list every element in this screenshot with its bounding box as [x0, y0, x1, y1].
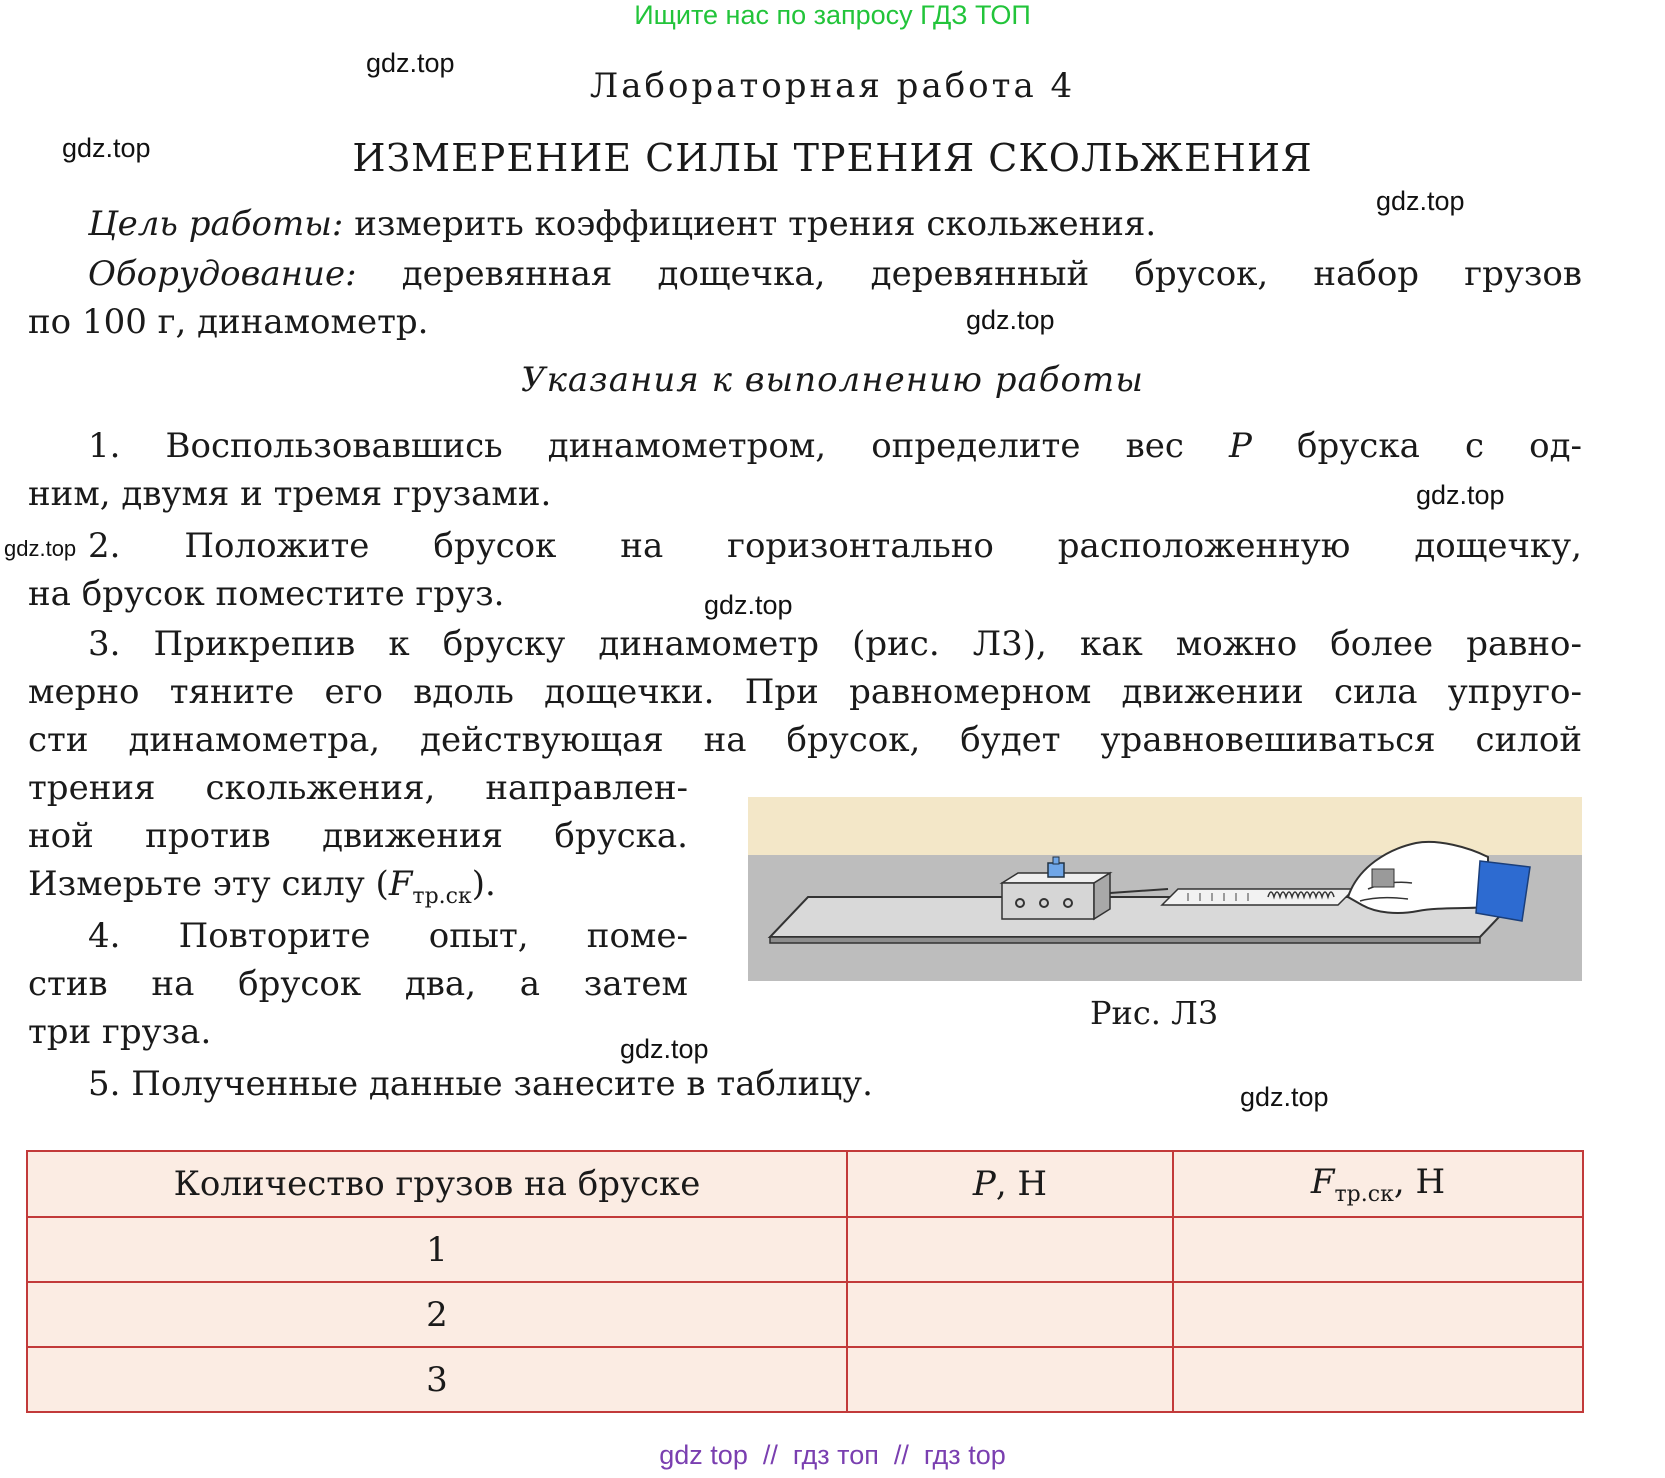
cell-count: 2	[27, 1282, 847, 1347]
step-2-line-1: 2. Положите брусок на горизонтально расположенную дощечку,	[88, 526, 1582, 566]
equipment-text-1: деревянная дощечка, деревянный брусок, набор грузов	[401, 254, 1582, 294]
step-3-line-3: сти динамометра, действующая на брусок, будет уравновешиваться силой	[28, 720, 1582, 760]
weight-cube	[1048, 863, 1064, 877]
watermark: gdz.top	[966, 305, 1055, 335]
figure-caption: Рис. Л3	[1090, 994, 1219, 1032]
search-banner: Ищите нас по запросу ГДЗ ТОП	[634, 0, 1031, 30]
weight-symbol: P	[1229, 426, 1252, 466]
footer-link[interactable]: гдз top	[923, 1440, 1006, 1470]
header-weight	[847, 1151, 1173, 1217]
header-unit: , Н	[1393, 1161, 1446, 1202]
cell-weight[interactable]	[847, 1282, 1173, 1347]
table-row	[27, 1282, 1583, 1347]
lab-number-title: Лабораторная работа 4	[589, 66, 1076, 106]
goal-label: Цель работы:	[88, 204, 344, 244]
watermark: gdz.top	[620, 1034, 709, 1064]
equipment-text-2: по 100 г, динамометр.	[28, 302, 429, 342]
weight-symbol: P	[972, 1164, 996, 1204]
step-3-line-5: ной против движения бруска.	[28, 816, 688, 856]
dynamometer-grip	[1372, 869, 1394, 887]
equipment-line	[88, 250, 1582, 298]
lab-heading: ИЗМЕРЕНИЕ СИЛЫ ТРЕНИЯ СКОЛЬЖЕНИЯ	[352, 136, 1313, 180]
figure-l3	[748, 797, 1582, 981]
footer-links	[0, 1440, 1665, 1471]
table-header-row	[27, 1151, 1583, 1217]
footer-separator: //	[762, 1440, 778, 1470]
cell-count: 1	[27, 1217, 847, 1282]
cell-count: 3	[27, 1347, 847, 1412]
table-row	[27, 1347, 1583, 1412]
step-2-line-2: на брусок поместите груз.	[28, 574, 505, 614]
goal-line	[88, 200, 1156, 248]
watermark: gdz.top	[62, 133, 151, 163]
weight-hook	[1053, 857, 1059, 864]
cell-friction[interactable]	[1173, 1282, 1583, 1347]
step-5-line: 5. Полученные данные занесите в таблицу.	[88, 1064, 873, 1104]
header-friction-force	[1173, 1151, 1583, 1217]
footer-link[interactable]: гдз топ	[792, 1440, 879, 1470]
step-3-end: ).	[471, 864, 496, 904]
step-3-line-2: мерно тяните его вдоль дощечки. При равномерном движении сила упруго-	[28, 672, 1582, 712]
step-1-line-2: ним, двумя и тремя грузами.	[28, 474, 552, 514]
cell-weight[interactable]	[847, 1347, 1173, 1412]
sleeve	[1476, 861, 1530, 921]
watermark: gdz.top	[366, 48, 455, 78]
step-3-line-1: 3. Прикрепив к бруску динамометр (рис. Л3), как можно более равно-	[88, 624, 1582, 664]
step-4-line-2: стив на брусок два, а затем	[28, 964, 688, 1004]
goal-text: измерить коэффициент трения скольжения.	[354, 204, 1157, 244]
friction-subscript: тр.ск	[412, 884, 472, 909]
board-edge	[770, 937, 1480, 943]
step-3-text: Измерьте эту силу (	[28, 864, 389, 904]
footer-separator: //	[893, 1440, 909, 1470]
watermark: gdz.top	[1416, 480, 1505, 510]
results-table	[26, 1150, 1584, 1413]
cell-friction[interactable]	[1173, 1347, 1583, 1412]
cell-friction[interactable]	[1173, 1217, 1583, 1282]
step-1-line-1	[88, 422, 1582, 470]
table-row	[27, 1217, 1583, 1282]
header-unit: , Н	[995, 1164, 1048, 1204]
watermark: gdz.top	[1376, 186, 1465, 216]
header-weights-count: Количество грузов на бруске	[27, 1151, 847, 1217]
footer-link[interactable]: gdz top	[659, 1440, 748, 1470]
equipment-label: Оборудование:	[88, 254, 357, 294]
step-4-line-3: три груза.	[28, 1012, 212, 1052]
watermark: gdz.top	[704, 590, 793, 620]
step-1-text-b: бруска с од-	[1297, 426, 1583, 466]
step-4-line-1: 4. Повторите опыт, поме-	[88, 916, 688, 956]
step-3-line-4: трения скольжения, направлен-	[28, 768, 688, 808]
dynamometer-illustration	[748, 797, 1582, 981]
instructions-title: Указания к выполнению работы	[521, 360, 1144, 400]
friction-symbol: F	[388, 864, 413, 904]
step-1-text-a: 1. Воспользовавшись динамометром, определите вес	[88, 426, 1184, 466]
friction-subscript: тр.ск	[1334, 1181, 1394, 1207]
watermark: gdz.top	[1240, 1082, 1329, 1112]
watermark: gdz.top	[4, 536, 77, 561]
cell-weight[interactable]	[847, 1217, 1173, 1282]
friction-symbol: F	[1310, 1161, 1335, 1202]
